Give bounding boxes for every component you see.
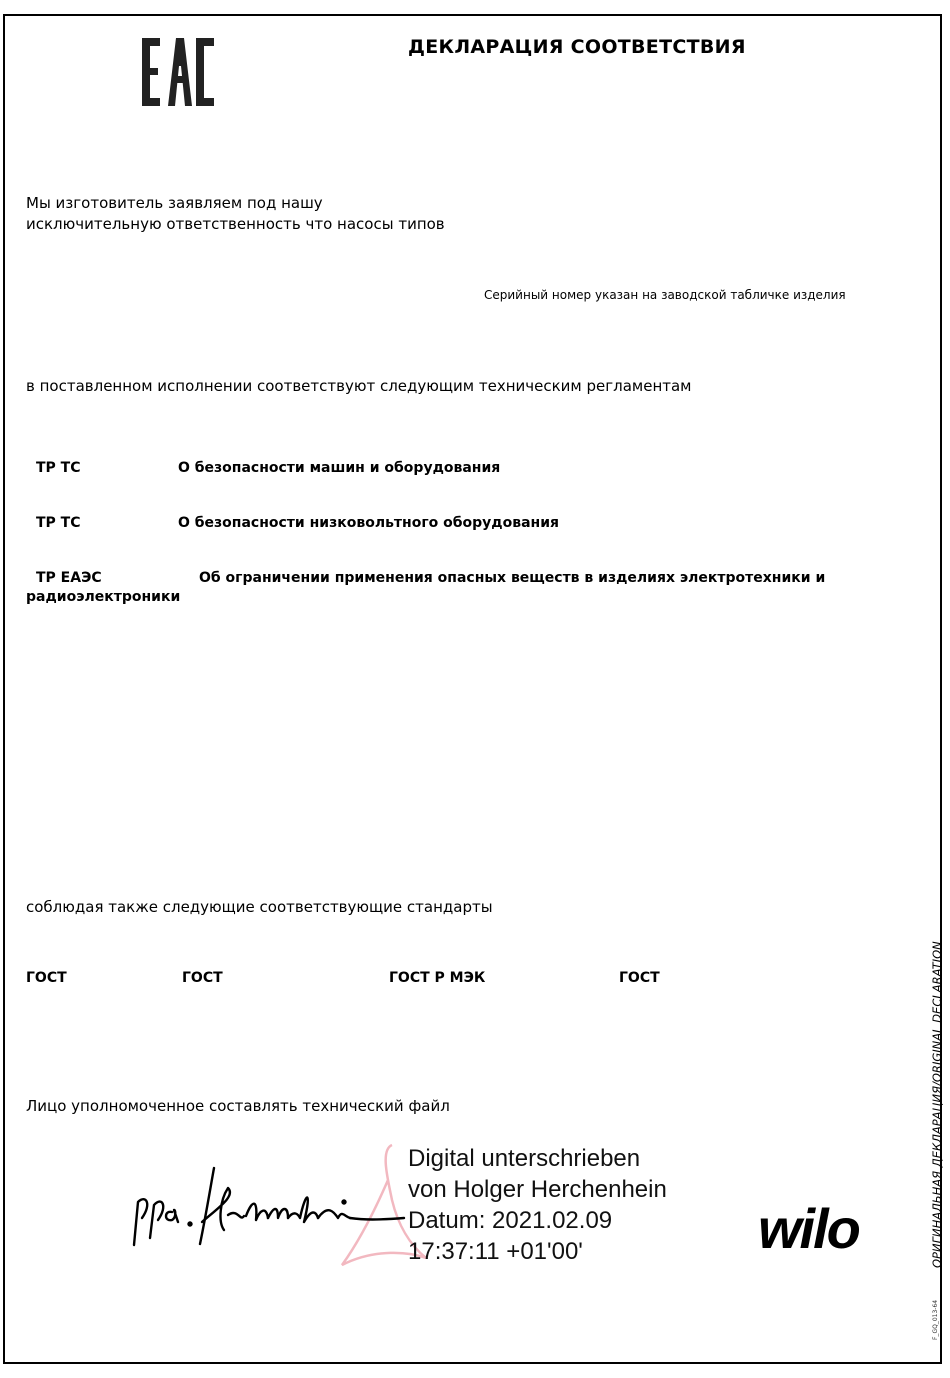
intro-line-2: исключительную ответственность что насосы типов [26, 215, 445, 233]
standard-item: ГОСТ [182, 970, 223, 986]
regulation-title-continued: радиоэлектроники [26, 589, 181, 605]
handwritten-signature [128, 1160, 408, 1255]
standard-item: ГОСТ [26, 970, 67, 986]
regulation-title: Об ограничении применения опасных веществ в изделиях электротехники и [199, 570, 826, 586]
digital-signature-line-1: Digital unterschrieben [408, 1145, 641, 1172]
digital-signature-time: 17:37:11 +01'00' [408, 1238, 583, 1265]
regulation-title: О безопасности машин и оборудования [178, 460, 501, 476]
svg-text:wilo: wilo [758, 1197, 859, 1258]
digital-signature-date: Datum: 2021.02.09 [408, 1207, 613, 1234]
serial-note: Серийный номер указан на заводской табличке изделия [484, 288, 846, 302]
eac-logo [140, 36, 216, 108]
authorized-person-label: Лицо уполномоченное составлять технический файл [26, 1097, 450, 1115]
regulation-code: ТР ЕАЭС [36, 570, 102, 586]
intro-line-1: Мы изготовитель заявляем под нашу [26, 194, 323, 212]
regulation-code: ТР ТС [36, 515, 81, 531]
wilo-logo [756, 1196, 886, 1258]
standards-intro: соблюдая также следующие соответствующие стандарты [26, 898, 493, 916]
regulation-title: О безопасности низковольтного оборудования [178, 515, 560, 531]
digital-signature-line-2: von Holger Herchenhein [408, 1176, 667, 1203]
document-title: ДЕКЛАРАЦИЯ СООТВЕТСТВИЯ [408, 36, 746, 58]
original-declaration-label: ОРИГИНАЛЬНАЯ ДЕКЛАРАЦИЯ/ORIGINAL DECLARATION [930, 941, 944, 1268]
standard-item: ГОСТ Р МЭК [389, 970, 486, 986]
regulation-code: ТР ТС [36, 460, 81, 476]
standard-item: ГОСТ [619, 970, 660, 986]
form-code: F_GQ_013-64 [932, 1299, 939, 1340]
regulations-intro: в поставленном исполнении соответствуют следующим техническим регламентам [26, 377, 692, 395]
